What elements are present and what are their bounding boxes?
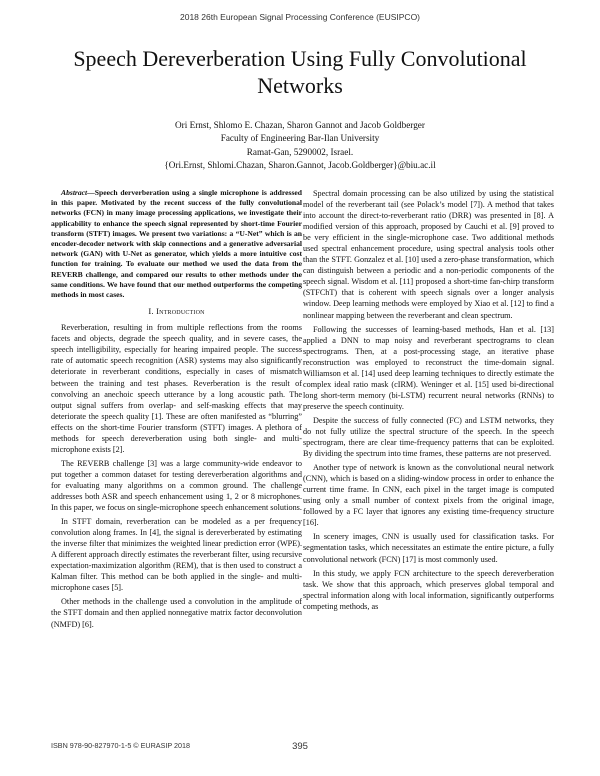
right-column [303, 188, 554, 615]
paragraph: Spectral domain processing can be also utilized by using the statistical model of the reverberant tail (see Polack’s model [7]). A method that takes into account the direct-to-reverberant ratio (DRR) was presented in [8]. A modified version of this approach, proposed by Cauchi et al. [9] proved to be very efficient in the single-microphone case. Two additional methods used spectral enhancement procedure, using spectral analysis tools other than the STFT. Gonzalez et al. [10] used a zero-phase transformation, which can distinguish between a periodic and a non-periodic components of the speech signal. Wisdom et al. [11] proposed a short-time fan-chirp transform (STFChT) that is coherent with speech signals over a longer analysis window. Deep learning methods were employed by Xiao et al. [12] to find a nonlinear mapping between the reverberant and clean spectrum. [303, 189, 554, 320]
author-names: Ori Ernst, Shlomo E. Chazan, Sharon Gannot and Jacob Goldberger [175, 120, 425, 130]
paragraph: Another type of network is known as the convolutional neural network (CNN), which is based on a sliding-window process in order to enhance the current time frame. In CNN, each pixel in the target image is computed using only a small number of context pixels from the original image, followed by a FC layer that ignores any existing time-frequency structure [16]. [303, 463, 554, 528]
affiliation: Faculty of Engineering Bar-Ilan University [220, 133, 380, 144]
title-line-2: Networks [257, 73, 343, 98]
paragraph: The REVERB challenge [3] was a large community-wide endeavor to put together a common dataset for testing dereverberation algorithms and for evaluating many algorithms on a common ground. The challenge addresses both ASR and speech enhancement using 1, 2 or 8 microphones. In this paper, we focus on single-microphone speech enhancement solutions. [51, 458, 302, 513]
paragraph: Reverberation, resulting in from multiple reflections from the rooms facets and objects, degrade the speech quality, and in severe cases, the speech intelligibility, especially for hearing impaired people. The success rate of automatic speech recognition (ASR) systems may also significantly deteriorate in reverberant conditions, especially in cases of mismatch between the training and test phases. Reverberation is the result of convolving an anechoic speech utterance by a long acoustic path. The output signal suffers from overlap- and self-masking effects that may deteriorate the speech quality [1]. These are often manifested as “blurring” effects on the short-time Fourier transform (STFT) images. A plethora of methods for speech dereverberation using both single- and multi-microphone exists [2]. [51, 323, 302, 454]
section-heading-introduction [51, 306, 302, 317]
abstract [51, 188, 302, 300]
section-number: I. [148, 306, 154, 317]
paragraph: Despite the success of fully connected (FC) and LSTM networks, they do not fully utilize the spectral structure of the speech. In the speech spectrogram, there are clear time-frequency patterns that can be exploited. By dividing the spectrum into time frames, these patterns are not preserved. [303, 415, 554, 459]
abstract-lead: Abstract [61, 188, 88, 197]
paragraph: In STFT domain, reverberation can be modeled as a per frequency convolution along frames. In [4], the signal is dereverberated by estimating the inverse filter that minimizes the weighted linear prediction error (WPE). A different approach directly estimates the reverberant filter, using recursive expectation-maximization algorithm (REM), that is then used to construct a Kalman filter. This method can be both applied in the single- and multi-microphone cases [5]. [51, 517, 302, 593]
section-title: Introduction [156, 306, 205, 317]
isbn-copyright: ISBN 978-90-827970-1-5 © EURASIP 2018 [51, 741, 191, 750]
abstract-text: —Speech derverberation using a single microphone is addressed in this paper. Motivated by the recent success of the fully convolutional networks (FCN) in many image processing applications, we investigate their applicability to enhance the speech signal represented by short-time Fourier transform (STFT) images. We present two variations: a “U-Net” which is an encoder-decoder network with skip connections and a generative adversarial network (GAN) with U-Net as generator, which yields a more intuitive cost function for training. To evaluate our method we used the data from the REVERB challenge, and compared our results to other methods under the same conditions. We have found that our method outperforms the competing methods in most cases. [51, 188, 302, 300]
emails: {Ori.Ernst, Shlomi.Chazan, Sharon.Gannot, Jacob.Goldberger}@biu.ac.il [164, 160, 436, 171]
paragraph: Other methods in the challenge used a convolution in the amplitude of the STFT domain and then applied nonnegative matrix factor deconvolution (NMFD) [6]. [51, 597, 302, 629]
paper-title [40, 45, 560, 99]
author-block [60, 119, 540, 173]
paragraph: In this study, we apply FCN architecture to the speech dereverberation task. We show that this approach, which preserves global temporal and spectral information along with local information, significantly outperforms competing methods, as [303, 568, 554, 611]
conference-header: 2018 26th European Signal Processing Conference (EUSIPCO) [179, 12, 421, 22]
title-line-1: Speech Dereverberation Using Fully Convolutional [73, 46, 527, 71]
left-column [51, 188, 302, 633]
paragraph: In scenery images, CNN is usually used for classification tasks. For segmentation tasks, which necessitates an estimate the entire picture, a fully convolutional network (FCN) [17] is most commonly used. [303, 532, 554, 564]
address: Ramat-Gan, 5290002, Israel. [246, 146, 354, 157]
page-footer [0, 741, 600, 753]
page-number: 395 [292, 741, 308, 752]
paragraph: Following the successes of learning-based methods, Han et al. [13] applied a DNN to map noisy and reverberant spectrograms to clean spectrograms. Then, at a post-processing stage, an iterative phase reconstruction was employed to reconstruct the time-domain signal. Williamson et al. [14] used deep learning techniques to directly estimate the complex ideal ratio mask (cIRM). Weninger et al. [15] used bi-directional long short-term memory (bi-LSTM) recurrent neural networks (RNNs) to preserve the speech continuity. [303, 324, 554, 411]
